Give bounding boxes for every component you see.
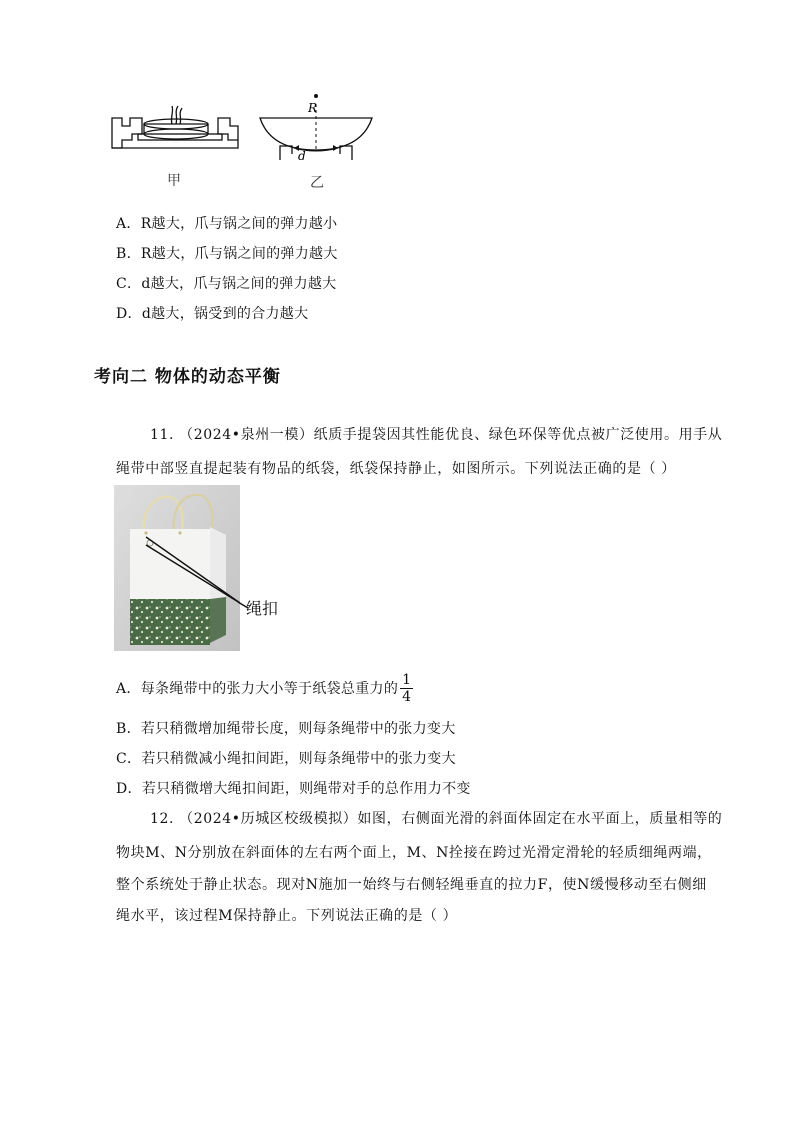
- q10-option-d: D．d越大，锅受到的合力越大: [116, 306, 309, 322]
- q10-option-c: C．d越大，爪与锅之间的弹力越大: [116, 276, 337, 292]
- q11-option-b: B．若只稍微增加绳带长度，则每条绳带中的张力变大: [116, 721, 456, 737]
- label-R: R: [308, 101, 318, 115]
- q12-stem-line4: 绳水平，该过程M保持静止。下列说法正确的是（ ）: [116, 908, 458, 924]
- q12-stem-line1: 12. （2024•历城区校级模拟）如图，右侧面光滑的斜面体固定在水平面上，质量相等的: [150, 811, 723, 827]
- q11-stem-line2: 绳带中部竖直提起装有物品的纸袋，纸袋保持静止，如图所示。下列说法正确的是（ ）: [116, 461, 676, 477]
- stove-figure: [108, 90, 393, 160]
- q11-option-c: C．若只稍微减小绳扣间距，则每条绳带中的张力变大: [116, 751, 456, 767]
- paper-bag-photo: [114, 485, 240, 651]
- q11-stem-line1: 11. （2024•泉州一模）纸质手提袋因其性能优良、绿色环保等优点被广泛使用。用手从: [150, 427, 723, 443]
- figure-label-jia: 甲: [167, 173, 181, 189]
- label-d: d: [298, 149, 306, 160]
- section-heading: 考向二 物体的动态平衡: [94, 367, 281, 387]
- q11-option-a: A． 每条绳带中的张力大小等于纸袋总重力的 $\frac{1}{4}$: [116, 671, 412, 705]
- figure-label-yi: 乙: [310, 175, 324, 191]
- q10-option-b: B．R越大，爪与锅之间的弹力越大: [116, 246, 338, 262]
- q10-option-a: A．R越大，爪与锅之间的弹力越小: [116, 216, 338, 232]
- q12-stem-line2: 物块M、N分别放在斜面体的左右两个面上，M、N拴接在跨过光滑定滑轮的轻质细绳两端，: [116, 845, 712, 861]
- q12-stem-line3: 整个系统处于静止状态。现对N施加一始终与右侧轻绳垂直的拉力F，使N缓慢移动至右侧细: [116, 877, 707, 893]
- q11-option-d: D．若只稍微增大绳扣间距，则绳带对手的总作用力不变: [116, 781, 471, 797]
- figure-label-shengkou: 绳扣: [246, 599, 279, 618]
- fraction-one-quarter: $\frac{1}{4}$: [402, 671, 412, 705]
